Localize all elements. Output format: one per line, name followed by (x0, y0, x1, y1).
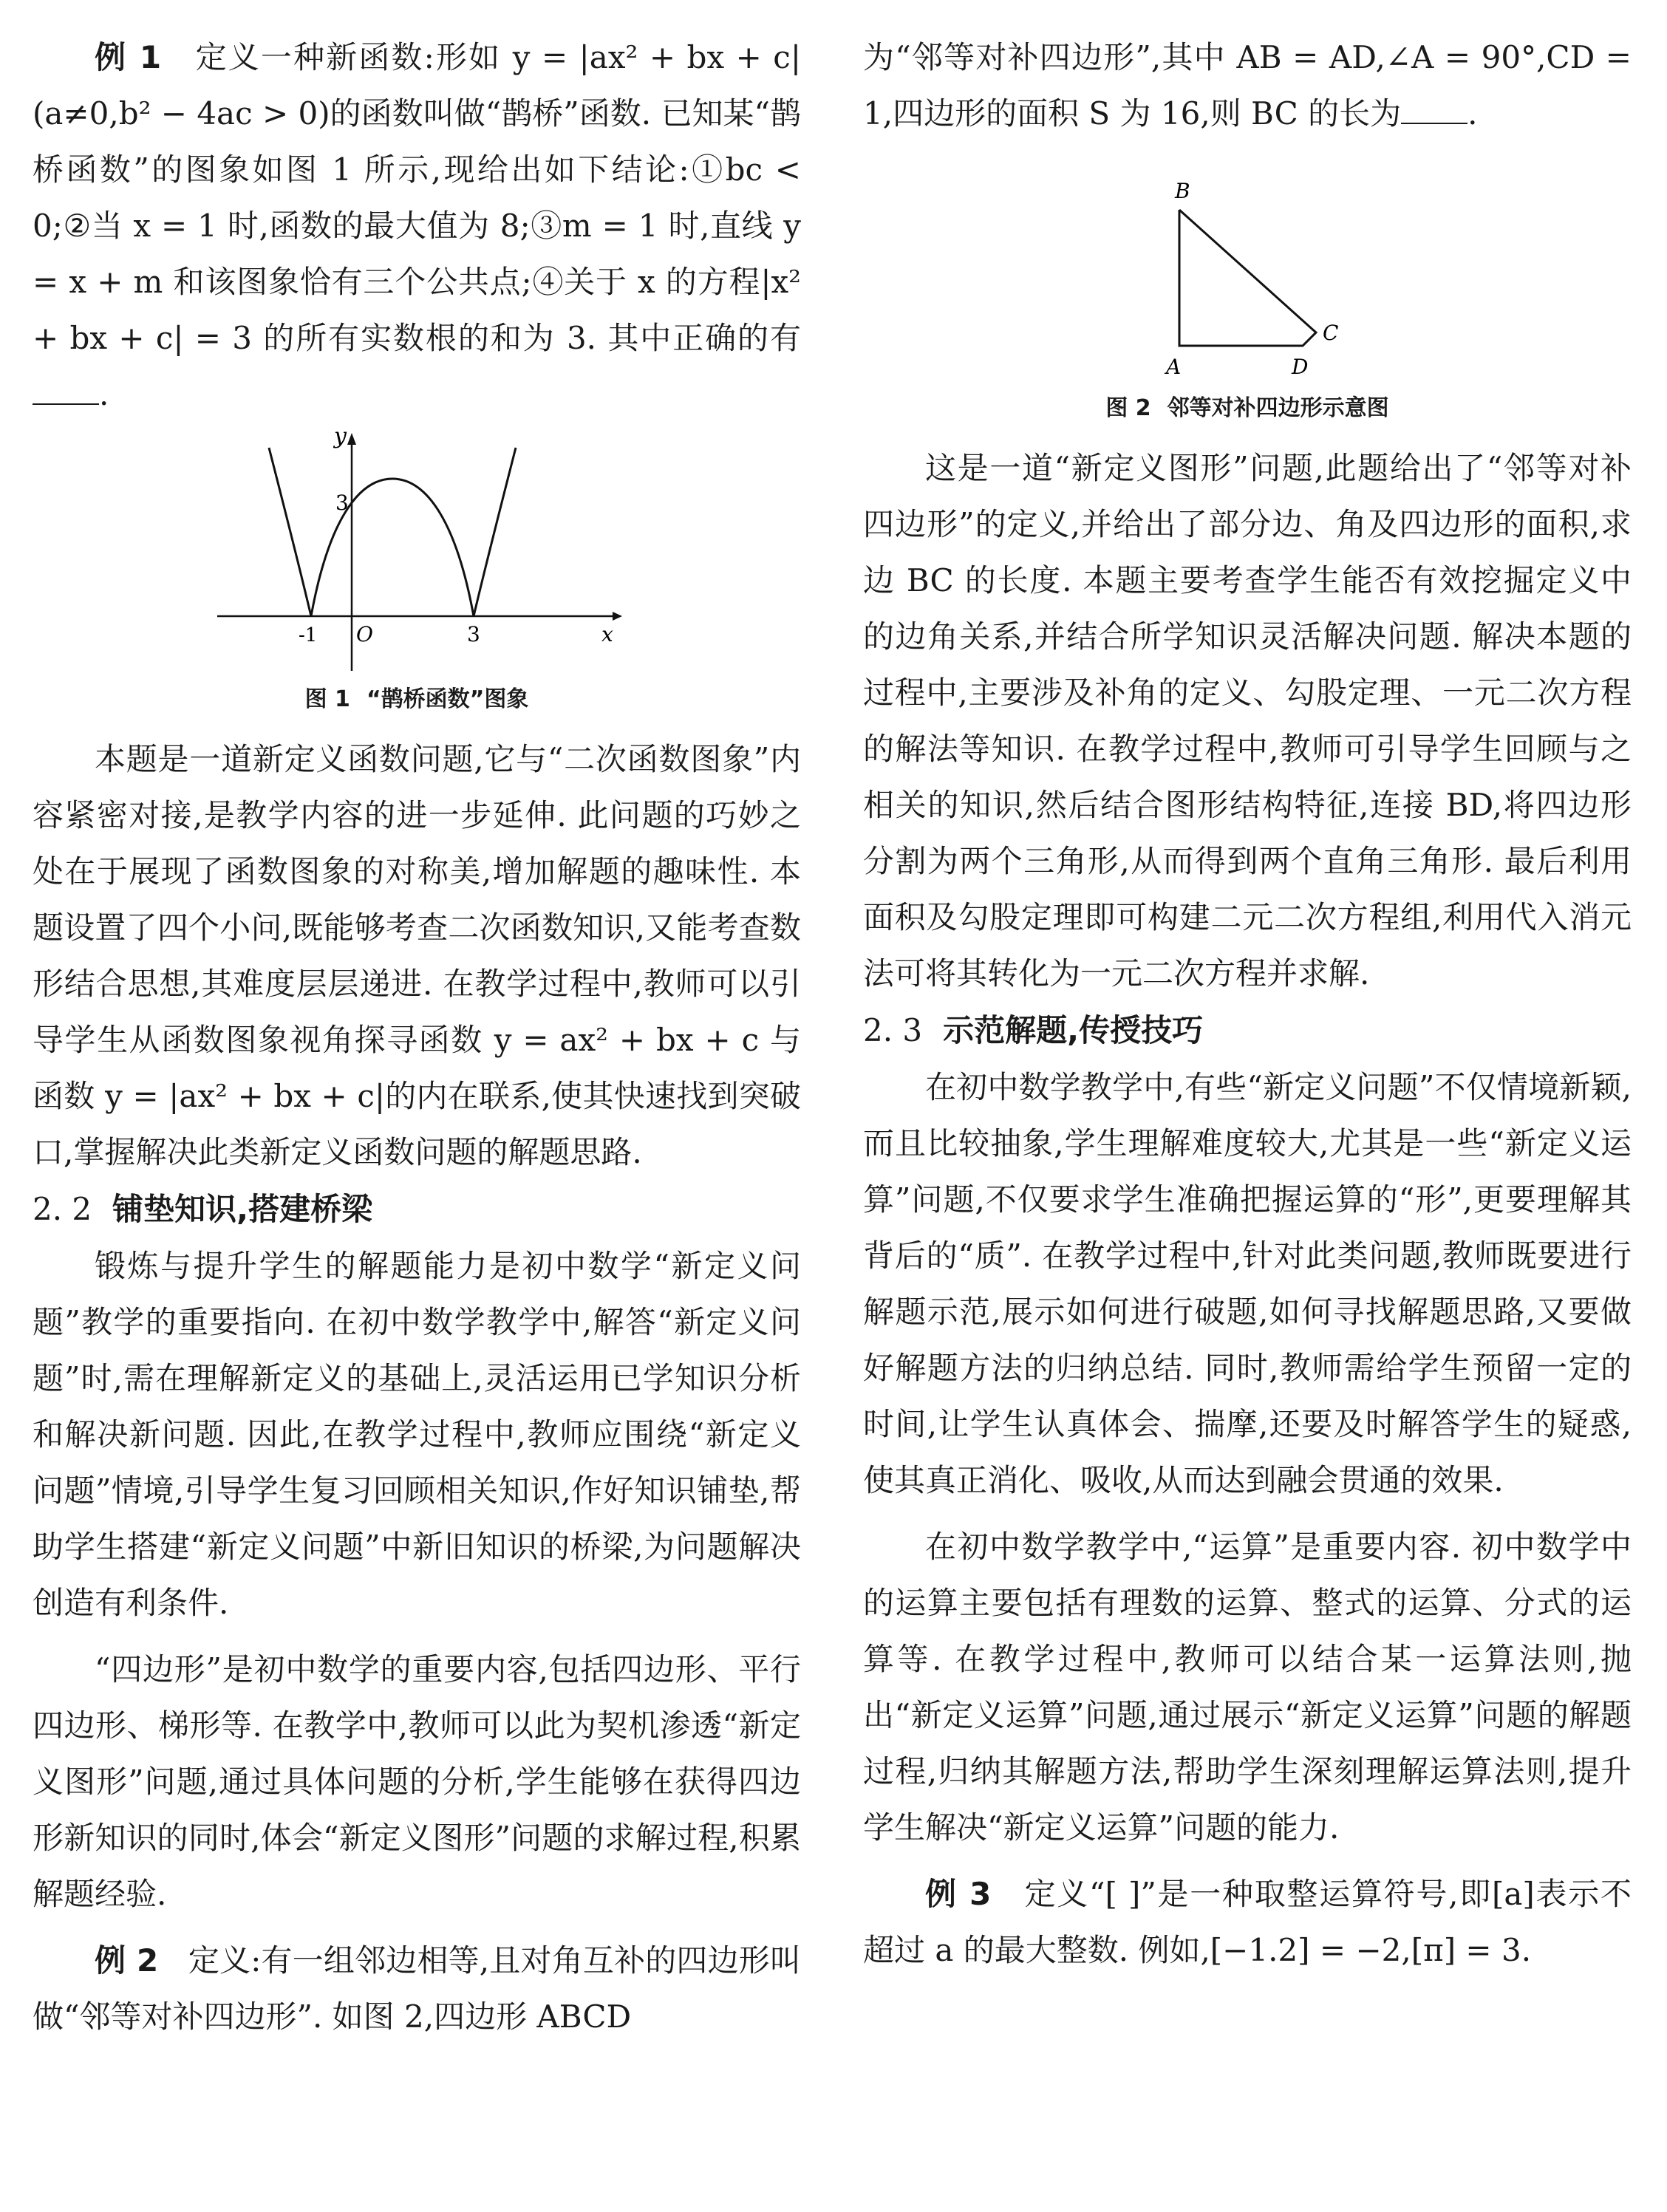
right-column (863, 30, 1632, 1979)
vertex-d-label: D (1292, 355, 1309, 379)
paragraph-analysis-2: 这是一道“新定义图形”问题,此题给出了“邻等对补四边形”的定义,并给出了部分边、角及四边形的面积,求边 BC 的长度. 本题主要考查学生能否有效挖掘定义中的边角关系,并结合所学知识灵活解决问题. 解决本题的过程中,主要涉及补角的定义、勾股定理、一元二次方程的解法等知识. 在教学过程中,教师可引导学生回顾与之相关的知识,然后结合图形结构特征,连接 BD,将四边形分割为两个三角形,从而得到两个直角三角形. 最后利用面积及勾股定理即可构建二元二次方程组,利用代入消元法可将其转化为一元二次方程并求解. (863, 450, 1632, 991)
curve-left-branch (269, 448, 311, 616)
paragraph-quadrilateral: “四边形”是初中数学的重要内容,包括四边形、平行四边形、梯形等. 在教学中,教师可以此为契机渗透“新定义图形”问题,通过具体问题的分析,学生能够在获得四边形新知识的同时,体会“新定义图形”问题的求解过程,积累解题经验. (33, 1651, 801, 1912)
x-axis-arrow (613, 612, 622, 621)
figure-2-caption-title: 邻等对补四边形示意图 (1167, 395, 1389, 421)
vertex-a-label: A (1166, 355, 1182, 379)
vertex-b-label: B (1175, 179, 1190, 203)
example-2-label: 例 2 (95, 1942, 159, 1979)
example-3-label: 例 3 (925, 1876, 992, 1912)
tick-label-3: 3 (467, 622, 480, 646)
figure-2-caption (863, 390, 1632, 427)
example-3 (863, 1866, 1632, 1979)
section-2-3-heading (863, 1002, 1632, 1059)
section-2-3-title: 示范解题,传授技巧 (943, 1012, 1204, 1048)
figure-1-caption-num: 图 1 (304, 686, 350, 712)
example-1-text: 定义一种新函数:形如 y = |ax² + bx + c|(a≠0,b² − 4ac > 0)的函数叫做“鹊桥”函数. 已知某“鹊桥函数”的图象如图 1 所示,现给出如下结论:①bc < 0;②当 x = 1 时,函数的最大值为 8;③m = 1 时,直线 y = x + m 和该图象恰有三个公共点;④关于 x 的方程|x² + bx + c| = 3 的所有实数根的和为 3. 其中正确的有 (33, 39, 801, 356)
x-axis-label: x (601, 622, 613, 646)
example-1-end: . (99, 376, 109, 412)
quadrilateral-abcd (1179, 210, 1316, 346)
figure-1 (210, 427, 624, 678)
figure-1-caption (33, 681, 801, 718)
section-2-2-heading (33, 1181, 801, 1238)
example-3-text: 定义“[ ]”是一种取整运算符号,即[a]表示不超过 a 的最大整数. 例如,[−1.2] = −2,[π] = 3. (863, 1876, 1632, 1968)
example-2-continued (863, 30, 1632, 142)
figure-2-quadrilateral (1136, 168, 1358, 383)
figure-1-caption-title: “鹊桥函数”图象 (366, 686, 529, 712)
section-2-2-title: 铺垫知识,搭建桥梁 (112, 1191, 373, 1227)
paragraph-analysis-1: 本题是一道新定义函数问题,它与“二次函数图象”内容紧密对接,是教学内容的进一步延伸. 此问题的巧妙之处在于展现了函数图象的对称美,增加解题的趣味性. 本题设置了四个小问,既能够考查二次函数知识,又能考查数形结合思想,其难度层层递进. 在教学过程中,教师可以引导学生从函数图象视角探寻函数 y = ax² + bx + c 与函数 y = |ax² + bx + c|的内在联系,使其快速找到突破口,掌握解决此类新定义函数问题的解题思路. (33, 741, 801, 1170)
example-2-cont-text: 为“邻等对补四边形”,其中 AB = AD,∠A = 90°,CD = 1,四边形的面积 S 为 16,则 BC 的长为 (863, 39, 1632, 132)
tick-label-neg1: -1 (299, 624, 318, 646)
y-axis-label: y (334, 427, 347, 449)
example-1 (33, 30, 801, 423)
vertex-c-label: C (1323, 321, 1339, 345)
figure-2-caption-num: 图 2 (1105, 395, 1151, 421)
answer-blank-2 (1401, 98, 1467, 124)
answer-blank-1 (33, 378, 99, 405)
y-tick-label-3: 3 (335, 491, 349, 515)
left-column (33, 30, 801, 2045)
section-2-3-number: 2. 3 (863, 1012, 923, 1048)
section-2-2-number: 2. 2 (33, 1191, 92, 1227)
y-axis-arrow (347, 433, 356, 445)
paragraph-2-2-intro: 锻炼与提升学生的解题能力是初中数学“新定义问题”教学的重要指向. 在初中数学教学中,解答“新定义问题”时,需在理解新定义的基础上,灵活运用已学知识分析和解决新问题. 因此,在教学过程中,教师应围绕“新定义问题”情境,引导学生复习回顾相关知识,作好知识铺垫,帮助学生搭建“新定义问题”中新旧知识的桥梁,为问题解决创造有利条件. (33, 1248, 801, 1621)
curve-right-branch (474, 448, 516, 616)
example-2-text: 定义:有一组邻边相等,且对角互补的四边形叫做“邻等对补四边形”. 如图 2,四边形 ABCD (33, 1942, 801, 2035)
origin-label: O (356, 622, 373, 646)
example-2-end: . (1467, 95, 1478, 132)
figure-2 (1136, 168, 1358, 383)
example-1-label: 例 1 (95, 39, 162, 75)
paragraph-operations: 在初中数学教学中,“运算”是重要内容. 初中数学中的运算主要包括有理数的运算、整式的运算、分式的运算等. 在教学过程中,教师可以结合某一运算法则,抛出“新定义运算”问题,通过展示“新定义运算”问题的解题过程,归纳其解题方法,帮助学生深刻理解运算法则,提升学生解决“新定义运算”问题的能力. (863, 1529, 1632, 1846)
figure-1-graph (210, 427, 624, 678)
paragraph-2-3-intro: 在初中数学教学中,有些“新定义问题”不仅情境新颖,而且比较抽象,学生理解难度较大,尤其是一些“新定义运算”问题,不仅要求学生准确把握运算的“形”,更要理解其背后的“质”. 在教学过程中,针对此类问题,教师既要进行解题示范,展示如何进行破题,如何寻找解题思路,又要做好解题方法的归纳总结. 同时,教师需给学生预留一定的时间,让学生认真体会、揣摩,还要及时解答学生的疑惑,使其真正消化、吸收,从而达到融会贯通的效果. (863, 1069, 1632, 1498)
example-2 (33, 1933, 801, 2045)
